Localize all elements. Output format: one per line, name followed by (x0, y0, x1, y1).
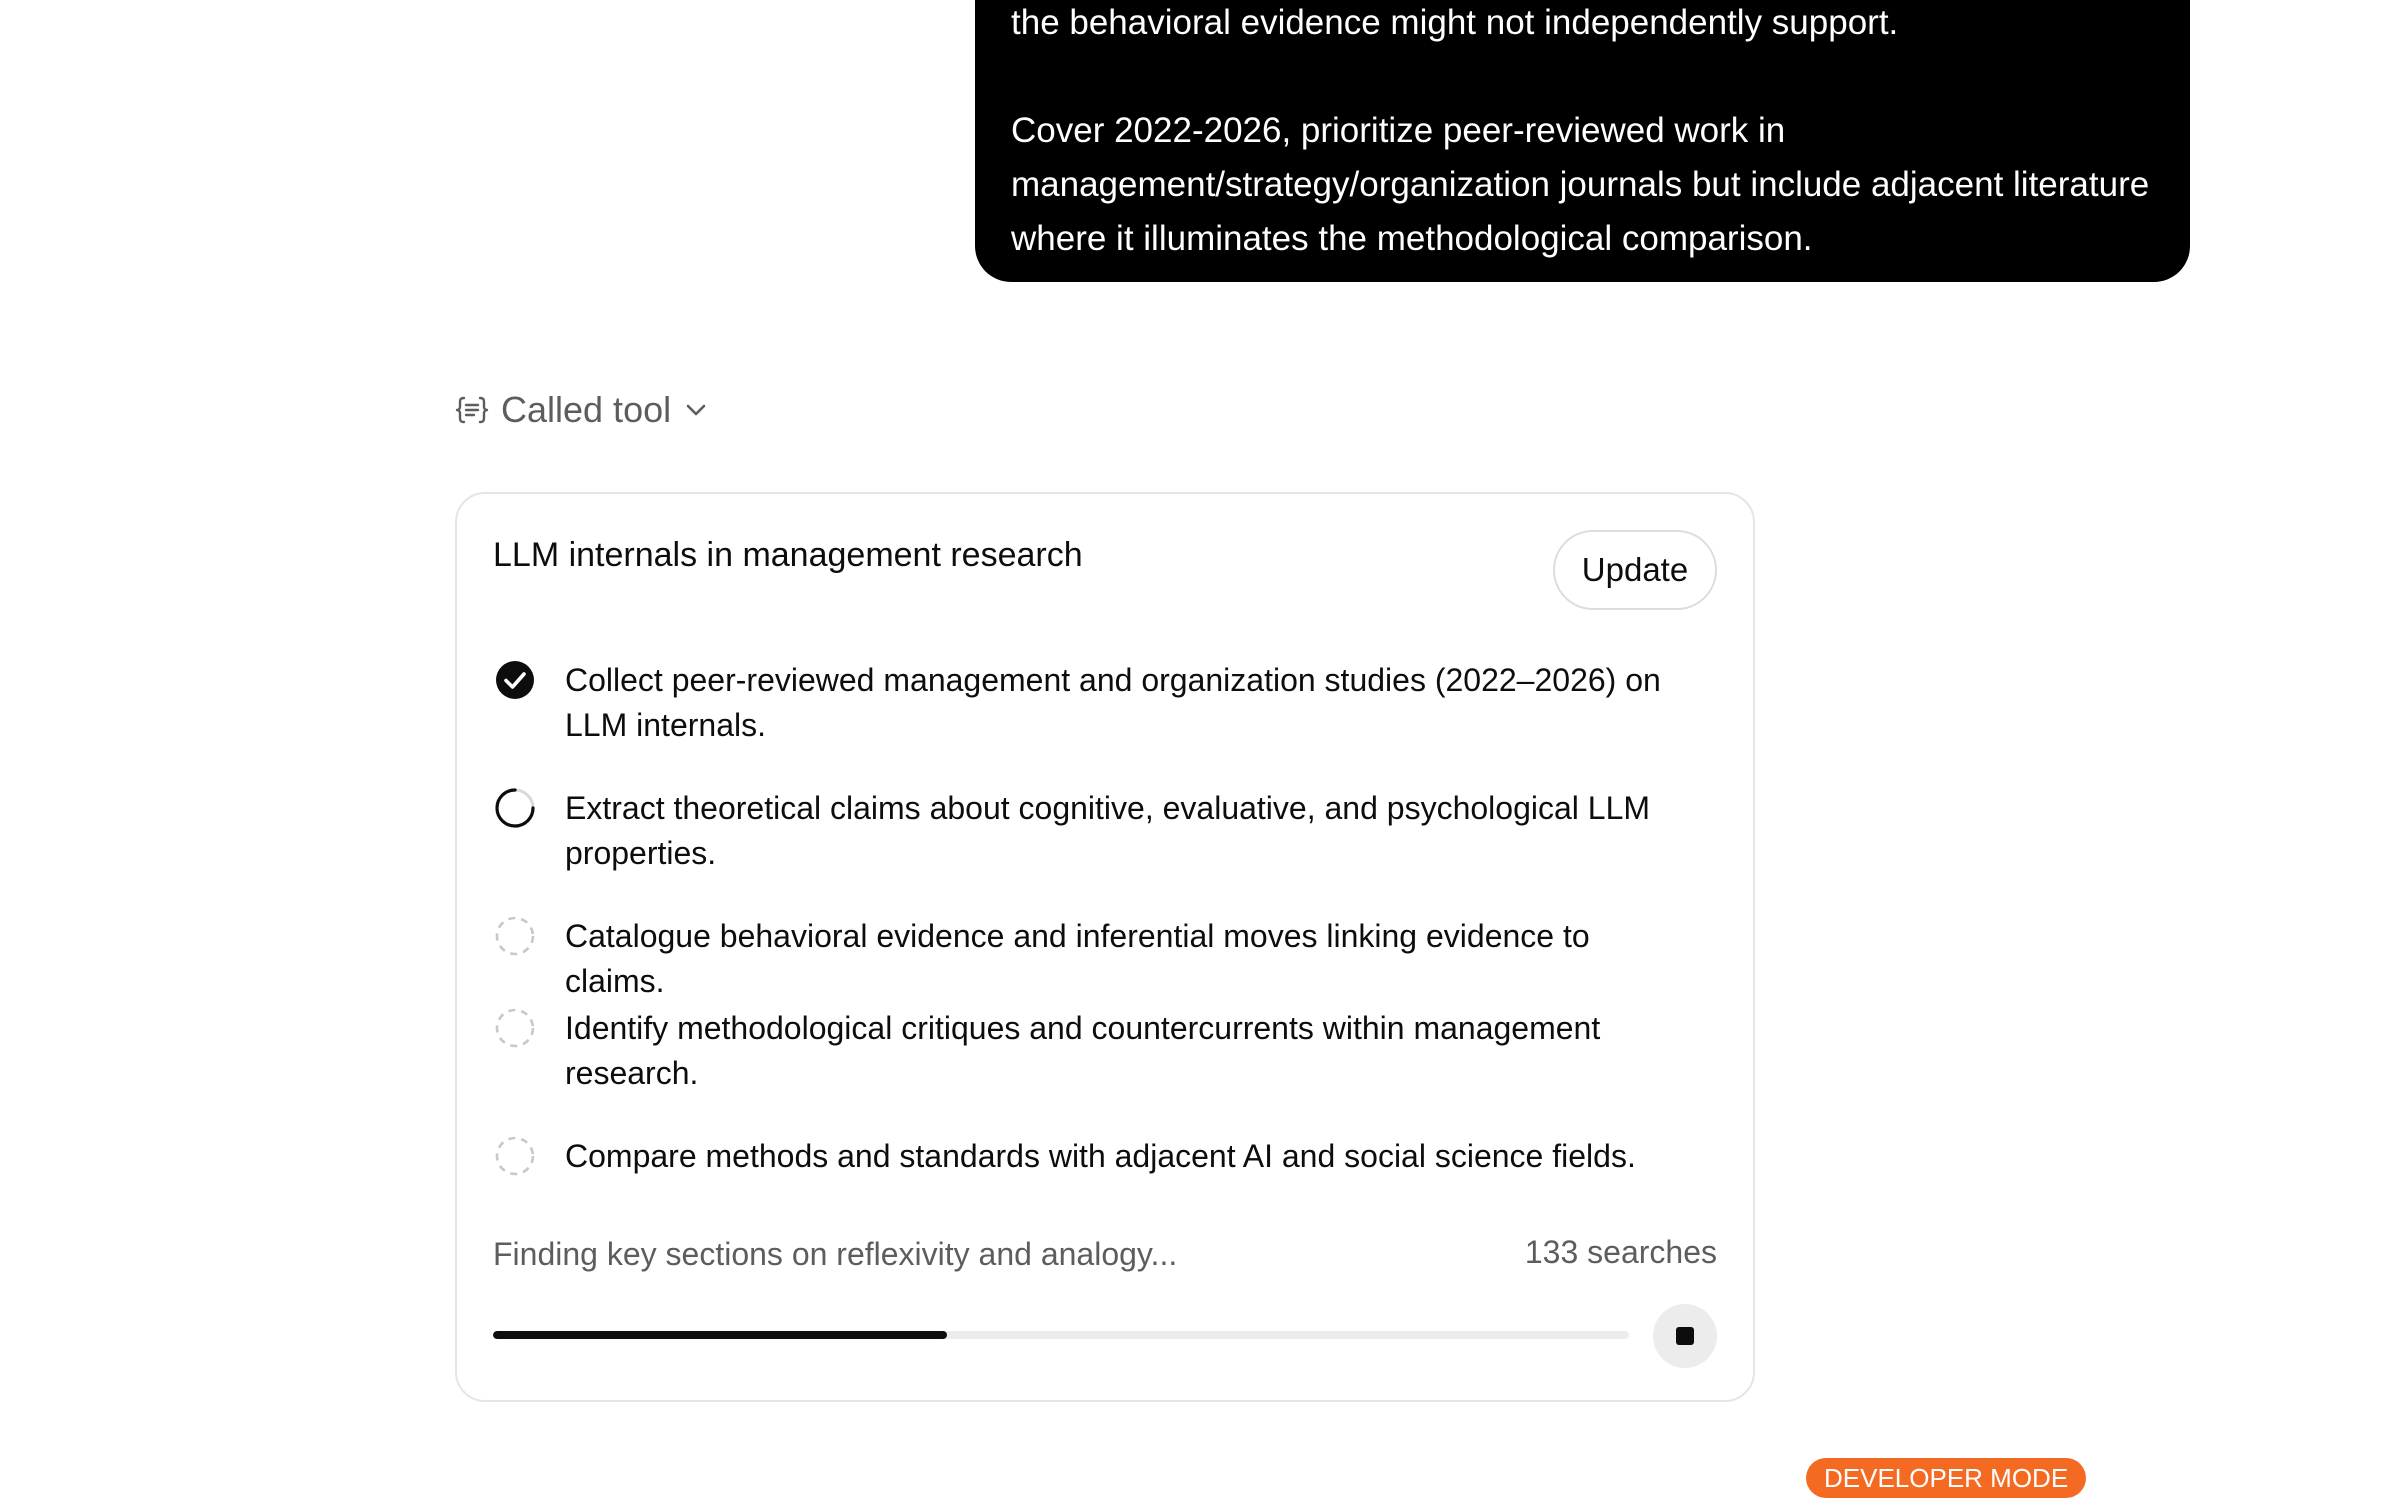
user-message-bubble (975, 0, 2190, 282)
research-task-card (455, 492, 1755, 1402)
task-item (493, 1006, 1683, 1096)
search-count: 133 searches (1524, 1234, 1717, 1270)
card-title: LLM internals in management research (493, 536, 1083, 574)
task-text: Catalogue behavioral evidence and inferential moves linking evidence to claims. (565, 918, 1590, 999)
task-item (493, 914, 1683, 1004)
chevron-down-icon (683, 397, 709, 423)
tool-braces-icon (455, 393, 489, 427)
spinner-icon (493, 786, 537, 830)
pending-dashed-circle-icon (493, 914, 537, 958)
task-text: Extract theoretical claims about cognitive, evaluative, and psychological LLM properties. (565, 790, 1651, 871)
progress-fill (493, 1331, 947, 1339)
pending-dashed-circle-icon (493, 1006, 537, 1050)
developer-mode-badge: DEVELOPER MODE (1806, 1458, 2086, 1498)
task-text: Identify methodological critiques and countercurrents within management research. (565, 1010, 1601, 1091)
user-message-paragraph: Cover 2022-2026, prioritize peer-reviewed work in management/strategy/organization journals but include adjacent literature where it illuminates the methodological comparison. (1011, 111, 2159, 258)
stop-icon (1676, 1327, 1694, 1345)
status-text: Finding key sections on reflexivity and analogy... (493, 1236, 1178, 1272)
stop-button[interactable] (1653, 1304, 1717, 1368)
task-item (493, 658, 1683, 748)
pending-dashed-circle-icon (493, 1134, 537, 1178)
user-message-paragraph: the behavioral evidence might not independently support. (1011, 3, 1899, 42)
task-text: Collect peer-reviewed management and organization studies (2022–2026) on LLM internals. (565, 662, 1661, 743)
task-text: Compare methods and standards with adjacent AI and social science fields. (565, 1138, 1636, 1174)
called-tool-label: Called tool (501, 389, 672, 430)
progress-bar (493, 1331, 1629, 1339)
check-circle-icon (493, 658, 537, 702)
task-item (493, 1134, 1683, 1179)
task-item (493, 786, 1683, 876)
called-tool-toggle[interactable] (455, 385, 709, 435)
update-button[interactable]: Update (1553, 530, 1717, 610)
